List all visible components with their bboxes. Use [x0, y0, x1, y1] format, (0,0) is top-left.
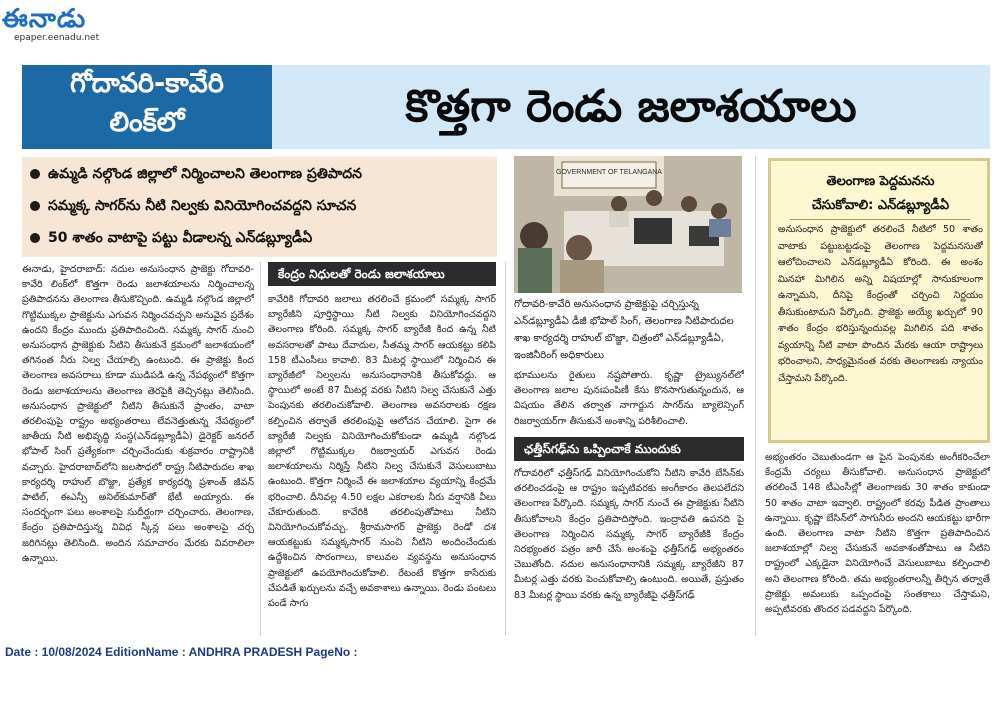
- article-column-3-top: భూములను రైతులు నష్టపోతారు. కృష్ణా ట్రైబ్యునల్‌లో తెలంగాణ జలాల పునఃపంపిణీ కేసు కొనసాగుతున్నందున, ఆ విషయం తేలిన తర్వాత నాగార్జున సాగర్‌ను బ్యాలెన్సింగ్ రిజర్వాయర్‌గా తీసుకునే అంశాన్ని పరిశీలించాలి.: [514, 370, 744, 427]
- column-divider: [755, 156, 756, 636]
- sidebar-title-line-1: తెలంగాణ పెద్దమనను: [826, 174, 935, 189]
- bullet-item: [30, 198, 356, 217]
- subhead-central-funds: కేంద్రం నిధులతో రెండు జలాశయాలు: [268, 262, 496, 286]
- article-column-1: ఈనాడు, హైదరాబాద్: నదుల అనుసంధాన ప్రాజెక్టు గోదావరి-కావేరి లింక్‌లో కొత్తగా రెండు జలాశయాలను నిర్మించాలన్న ప్రతిపాదనను తెలంగాణ తీసుకొచ్చింది. ఉమ్మడి నల్గొండ జిల్లాలో గొట్టిముక్కల ప్రాజెక్టును ఎగువన నిర్మించవచ్చని అనువైన ప్రదేశం ఉందని కేంద్రం ముందు ప్రతిపాదించింది. సమ్మక్క సాగర్ నుంచి అనుసంధాన ప్రాజెక్టుకు నీటిని తీసుకునే క్రమంలో జలాశయంలో తగినంత నీరు నిల్వ చేయాల్సి ఉంటుంది. ఈ ప్రాజెక్టు కింద తెలంగాణ అవసరాలు కూడా ముడిపడి ఉన్న నేపథ్యంలో కొత్తగా రెండు జలాశయాలను తెలంగాణ తెరపైకి తెచ్చినట్లు తెలిసింది. అనుసంధాన ప్రాజెక్టులో నీటిని తీసుకునే ప్రాంతం, వాటా తరలింపుపై రాష్ట్రం అభ్యంతరాలు లేవనెత్తుతున్న నేపథ్యంలో జాతీయ నీటి అభివృద్ధి సంస్థ(ఎన్‌డబ్ల్యూడీఏ) డైరెక్టర్ జనరల్ భోపాల్ సింగ్ ప్రత్యేకంగా చర్చించేందుకు శుక్రవారం రాష్ట్రానికి వచ్చారు. హైదరాబాద్‌లోని జలసౌధలో రాష్ట్ర నీటిపారుదల శాఖ కార్యదర్శి రాహుల్ బొజ్జా, ప్రత్యేక కార్యదర్శి ప్రశాంత్ జీవన్ పాటిల్, ఈఎన్సీ అనిల్‌కుమార్‌తో భేటీ అయ్యారు. ఈ సందర్భంగా పలు అంశాలపై సుదీర్ఘంగా చర్చించారు. తెలంగాణ, కేంద్రం ప్రతిపాదిస్తున్న వివిధ స్కీన్ల పలు అంశాలపై చర్చ జరిగినట్లు తెలిసింది. అందిన సమాచారం మేరకు వివరాలిలా ఉన్నాయి.: [22, 264, 254, 564]
- column-divider: [260, 262, 261, 636]
- column-divider: [505, 262, 506, 636]
- bullet-dot-icon: [30, 201, 40, 211]
- bullet-text: ఉమ్మడి నల్గొండ జిల్లాలో నిర్మించాలని తెలంగాణ ప్రతిపాదన: [48, 166, 362, 182]
- meeting-photo: [514, 156, 742, 293]
- sidebar-title-line-2: చేసుకోవాలి: ఎన్‌డబ్ల్యూడీఏ: [811, 198, 950, 213]
- sidebar-story-body: అనుసంధాన ప్రాజెక్టులో తరలించే నీటిలో 50 శాతం వాటాకు పట్టుబట్టడంపై తెలంగాణ పెద్దమనసుతో ఆలోచించాలని ఎన్‌డబ్ల్యూడీఏ కోరింది. ఈ అంశం మినహా మిగిలిన అన్ని విషయాల్లో సానుకూలంగా ఉన్నామని, దీనిపై కేంద్రంతో చర్చించి నిర్ణయం తీసుకుంటామని పేర్కొంది. ప్రాజెక్టు అయ్యే ఖర్చులో 90 శాతం కేంద్రం భరిస్తున్నందువల్ల మిగిలిన పది శాతం వ్యయాన్ని నీటి వాటా పొందిన మేరకు ఆయా రాష్ట్రాలు భరించాలని, సాధ్యమైనంత వరకు తెలంగాణకు న్యాయం చేస్తామని పేర్కొంది.: [778, 224, 983, 384]
- sidebar-story-title: [778, 170, 983, 218]
- bullet-item: [30, 230, 312, 249]
- photo-sign-text: GOVERNMENT OF TELANGANA: [556, 169, 662, 176]
- subhead-chhattisgarh: ఛత్తీస్‌గఢ్‌ను ఒప్పించాకే ముందుకు: [514, 437, 744, 461]
- edition-footer: Date : 10/08/2024 EditionName : ANDHRA PRADESH PageNo :: [5, 645, 358, 659]
- article-column-2: కావేరికి గోదావరి జలాలు తరలించే క్రమంలో సమ్మక్క సాగర్ బ్యారేజీని పూర్తిస్థాయి నీటి నిల్వకు వినియోగించవద్దని తెలంగాణ కోరింది. సమ్మక్క సాగర్ బ్యారేజీ కింద ఉన్న నీటి అవసరాలతో పాటు దేవాదుల, సీతమ్మ సాగర్ ఆయకట్టు కలిపి 158 టీఎంసీలు కావాలి. 83 మీటర్ల స్థాయిలో నిర్మించిన ఈ బ్యారేజీలో నిల్వలను అనుసంధానానికి తీసుకోవద్దు. ఆ స్థాయిలో అంటే 87 మీటర్ల వరకు నీటిని నిల్వ చేసుకునే ఎత్తు పెంపునకు తరలించుకోవాలి. తెలంగాణ అవసరాలకు రక్షణ కల్పించిన తర్వాతే తరలింపుపై ఆలోచన చేయాలి. సైగా ఈ బ్యారేజీ నిల్వకు వినియోగించుకోకుండా ఉమ్మడి నల్గొండ జిల్లాలో గొట్టిముక్కల రిజర్వాయర్ ఎగువన రెండు జలాశయాలను నిర్మిస్తే నీటిని నిల్వ చేసుకునే వెసులుబాటు ఉంటుంది. కొత్తగా నిర్మించే ఈ జలాశయాల వ్యయాన్ని కేంద్రమే భరించాలి. దీనివల్ల 4.50 లక్షల ఎకరాలకు నీరు వర్షానికి వీలు చేకూరుతుంది. కావేరికి తరలింపుతోపాటు నీటిని వినియోగించుకోవచ్చు. శ్రీరామసాగర్ ప్రాజెక్టు రెండో దశ ఆయకట్టుకు సమ్మక్కసాగర్ నుంచి నీటిని అందించేందుకు ఉద్దేశించిన సొరంగాలు, కాలువల వ్యవస్థను అనుసంధాన ప్రాజెక్టులో ఉపయోగించుకోవాలి. రేటంటే కొత్తగా కాసేరుకు చేపడితే ఖర్చులను వచ్చే అవకాశాలు ఉన్నాయి. రెండు పంటలు పండే సాగు: [268, 294, 496, 610]
- article-column-3: గోదావరిలో ఛత్తీస్‌గఢ్ వినియోగించుకోని నీటిని కావేరి బేసిన్‌కు తరలించడంపై ఆ రాష్ట్రం ఇప్పటివరకు అంగీకారం తెలపలేదని తెలంగాణ పేర్కొంది. సమ్మక్క సాగర్ నుంచే ఈ ప్రాజెక్టుకు నీటిని తీసుకోవాలని కేంద్రం ప్రతిపాదిస్తోంది. ఇంద్రావతి ఉపనది పై తెలంగాణ నిర్మించిన సమ్మక్క సాగర్ బ్యారేజీకి కేంద్రం నిరభ్యంతర పత్రం జారీ చేసే అంశంపై ఛత్తీస్‌గఢ్ అభ్యంతరం చెబుతోంది. నదుల అనుసంధానానికి సమ్మక్క బ్యారేజీని 87 మీటర్ల ఎత్తు వరకు పెంచుకోవాల్సి ఉంటుంది. అయితే, ప్రస్తుతం 83 మీటర్ల స్థాయి వరకు ఉన్న బ్యారేజీపై ఛత్తీస్‌గఢ్: [514, 468, 744, 601]
- headline-title: కొత్తగా రెండు జలాశయాలు: [405, 81, 857, 132]
- kicker-line-2: లింక్‌లో: [109, 107, 185, 138]
- epaper-url[interactable]: epaper.eenadu.net: [14, 33, 100, 43]
- logo-text: ఈనాడు: [2, 4, 87, 34]
- meeting-photo-illustration: [514, 156, 742, 293]
- photo-caption: గోదావరి-కావేరి అనుసంధాన ప్రాజెక్టుపై చర్చిస్తున్న ఎన్‌డబ్ల్యూడీఏ డీజీ భోపాల్ సింగ్, తెలంగాణ నీటిపారుదల శాఖ కార్యదర్శి రాహుల్ బొజ్జా, చిత్రంలో ఎన్‌డబ్ల్యూడీఏ, ఇంజినీరింగ్ అధికారులు: [514, 299, 734, 361]
- bullet-item: [30, 166, 362, 185]
- kicker-line-1: గోదావరి-కావేరి: [70, 68, 224, 99]
- article-column-4: అభ్యంతరం చెబుతుండగా ఆ పైన పెంపునకు అంగీకరించేలా కేంద్రమే చర్యలు తీసుకోవాలి. అనుసంధాన ప్రాజెక్టులో తరలించే 148 టీఎంసీల్లో తెలంగాణకు 30 శాతం కాకుండా 50 శాతం వాటా ఇవ్వాలి. రాష్ట్రంలో కరవు పీడిత ప్రాంతాలు ఉన్నాయి. కృష్ణా బేసిన్‌లో సాగునీరు అందని ఆయకట్టు భారీగా ఉంది. తెలంగాణ వాటా నీటిని కొత్తగా ప్రతిపాదించిన జలాశయాల్లో నిల్వ చేసుకునే అవకాశంతోపాటు ఆ నీటిని రాష్ట్రంలో ఎక్కడైనా వినియోగించే వెసులుబాటు కల్పించాలి అని తెలంగాణ కోరింది. తమ అభ్యంతరాలన్నీ తీర్చిన తర్వాతే ప్రాజెక్టు అమలుకు ఒప్పందంపై సంతకాలు చేస్తామని, అప్పటివరకు తొందర పడవద్దని పేర్కొంది.: [765, 452, 990, 616]
- bullet-dot-icon: [30, 233, 40, 243]
- bullet-text: సమ్మక్క సాగర్‌ను నీటి నిల్వకు వినియోగించవద్దని సూచన: [48, 198, 357, 214]
- bullet-dot-icon: [30, 169, 40, 179]
- title-underline: [790, 219, 970, 220]
- bullet-text: 50 శాతం వాటాపై పట్టు వీడాలన్న ఎన్‌డబ్ల్యూడీఏ: [48, 230, 313, 246]
